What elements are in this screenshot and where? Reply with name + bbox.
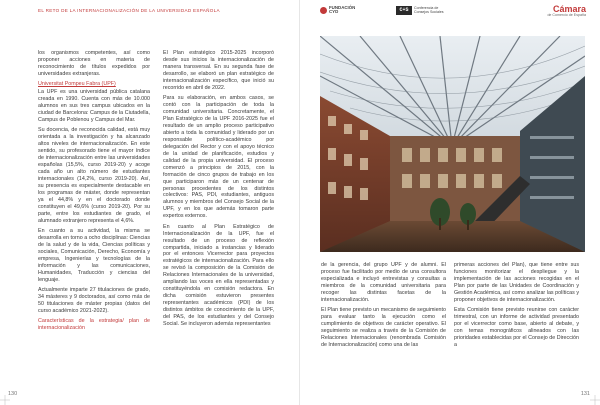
fundacion-logo-line1: FUNDACIÓN xyxy=(329,5,356,10)
right-page-column-1 xyxy=(321,262,446,352)
crop-mark-icon xyxy=(0,395,10,405)
left-page-column-1 xyxy=(38,50,150,332)
paragraph: primeras acciones del Plan), que tiene entre sus funciones monitorizar el despliegue y la implementación de las acciones recogidas en el Plan por parte de las Unidades de Coordinación y Gestión Académica, así como analizar las políticas y proponer objetivos de internacionalización. xyxy=(454,262,579,303)
crop-mark-icon xyxy=(590,395,600,405)
camara-logo-name: Cámara xyxy=(552,4,586,14)
paragraph: Su docencia, de reconocida calidad, está muy orientada a la investigación y ha alcanzado altos niveles de internacionalización. En este sentido, su profesorado tiene el mayor índice de internacionalización entre las universidades españolas (15,5%, curso 2019-20) y acoge cada año un alto número de estudiantes internacionales (14,2%, curso 2019-20). Así, su presencia es especialmente destacable en los programas de máster, donde representan ya el 44,8% y en el doctorado donde constituyen el 49,6% (curso 2019-20). Por su parte, entre los estudiantes de grado, el alumnado extranjero representa el 4,6%. xyxy=(38,127,150,224)
paragraph: los organismos competentes, así como proponer acciones en materia de reconocimiento de títulos expedidos por universidades extranjeras. xyxy=(38,50,150,77)
paragraph: Para su elaboración, en ambos casos, se contó con la participación de toda la comunidad universitaria. Concretamente, el Plan Estratégico de la UPF 2016-2025 fue el resultado de un amplio proceso participativo abierto a toda la comunidad y liderado por un responsable político-académico por delegación del Rector y con el apoyo técnico de la unidad de planificación, estudios y calidad de la propia universidad. El proceso comenzó a principios de 2015, con la formación de cinco grupos de trabajo en los que participaron más de un centenar de personas procedentes de los distintos colectivos: PAS, PDI, estudiantes, antiguos alumnos y miembros del Consejo Social de la UPF, y en los que además tomaron parte expertos externos. xyxy=(163,95,274,220)
page-number-left: 130 xyxy=(8,391,18,397)
right-page-column-2 xyxy=(454,262,579,352)
section-heading: Universitat Pompeu Fabra (UPF) xyxy=(38,81,116,88)
paragraph: En cuanto al Plan Estratégico de Internacionalización de la UPF, fue el resultado de un proceso de reflexión compartida, iniciado a instancias y liderado por el entonces Vicerrector para proyectos estratégicos de internacionalización. Para ello se revisó la composición de la Comisión de Relaciones Internacionales de la universidad, ampliando las voces en ella representadas y constituyéndola en comisión redactora. En dicha comisión estuvieron presentes representantes académicos (PDI) de los distintos ámbitos de conocimiento de la UPF, del PAS, de los estudiantes y del Consejo Social. Se incluyeron además representantes xyxy=(163,223,274,327)
consejos-sociales-logo xyxy=(396,6,444,15)
paragraph: de la gerencia, del grupo UPF y de alumni. El proceso fue facilitado por medio de una consultora especializada e incluyó entrevistas y consultas a miembros de la comunidad universitaria para recoger las distintas facetas de la internacionalización. xyxy=(321,262,446,303)
paragraph: El Plan estratégico 2015-2025 incorporó desde sus inicios la internacionalización de manera transversal. En su segunda fase de desarrollo, se elaboró un plan estratégico de internacionalización específico, que inició su recorrido en abril de 2022. xyxy=(163,50,274,91)
paragraph: Actualmente imparte 27 titulaciones de grado, 34 másteres y 9 doctorados, así como más de 50 titulaciones de máster propias (datos del curso académico 2021-2022). xyxy=(38,287,150,314)
section-subheading: Características de la estrategia/ plan de internacionalización xyxy=(38,318,150,332)
fundacion-cyd-logo xyxy=(320,6,355,15)
paragraph: En cuanto a su actividad, la misma se desarrolla en torno a ocho disciplinas: Ciencias de la salud y de la vida, Ciencias políticas y sociales, Comunicación, Derecho, Economía y empresa, Ingenierías y tecnologías de la información y las comunicaciones, Humanidades, Traducción y ciencias del lenguaje. xyxy=(38,228,150,283)
page-number-right: 131 xyxy=(580,391,590,397)
camara-logo-subtitle: de Comercio de España xyxy=(547,13,586,17)
left-page-column-2 xyxy=(163,50,274,331)
fundacion-mark-icon xyxy=(320,7,327,14)
paragraph: El Plan tiene previsto un mecanismo de seguimiento para evaluar tanto la ejecución como el cumplimiento de objetivos de carácter operativo. El seguimiento se realiza a través de la Comisión de Relaciones Internacionales (renombrada Comisión de Internacionalización) como una de las xyxy=(321,307,446,348)
running-header-title: EL RETO DE LA INTERNACIONALIZACIÓN DE LA UNIVERSIDAD ESPAÑOLA xyxy=(38,8,220,13)
consejos-mark-icon: C+S xyxy=(396,6,412,15)
consejos-logo-line2: Consejos Sociales xyxy=(414,9,444,14)
consejos-logo-line1: Conferencia de xyxy=(414,5,439,10)
campus-atrium-photo xyxy=(320,36,585,252)
fundacion-logo-line2: CYD xyxy=(329,9,339,15)
paragraph: Esta Comisión tiene previsto reunirse con carácter trimestral, con un informe de actividad presentado por el vicerrector como base, abierto al debate, y con temas monográficos alineados con las prioridades establecidas por el Consejo de Dirección a xyxy=(454,307,579,348)
atrium-image xyxy=(320,36,585,252)
camara-logo xyxy=(547,5,586,18)
paragraph: La UPF es una universidad pública catalana creada en 1990. Cuenta con más de 10.000 alumnos en sus tres campus ubicados en la ciudad de Barcelona: Campus de la Ciutadella, Campus de Poblenou y Campus del Mar. xyxy=(38,89,150,123)
